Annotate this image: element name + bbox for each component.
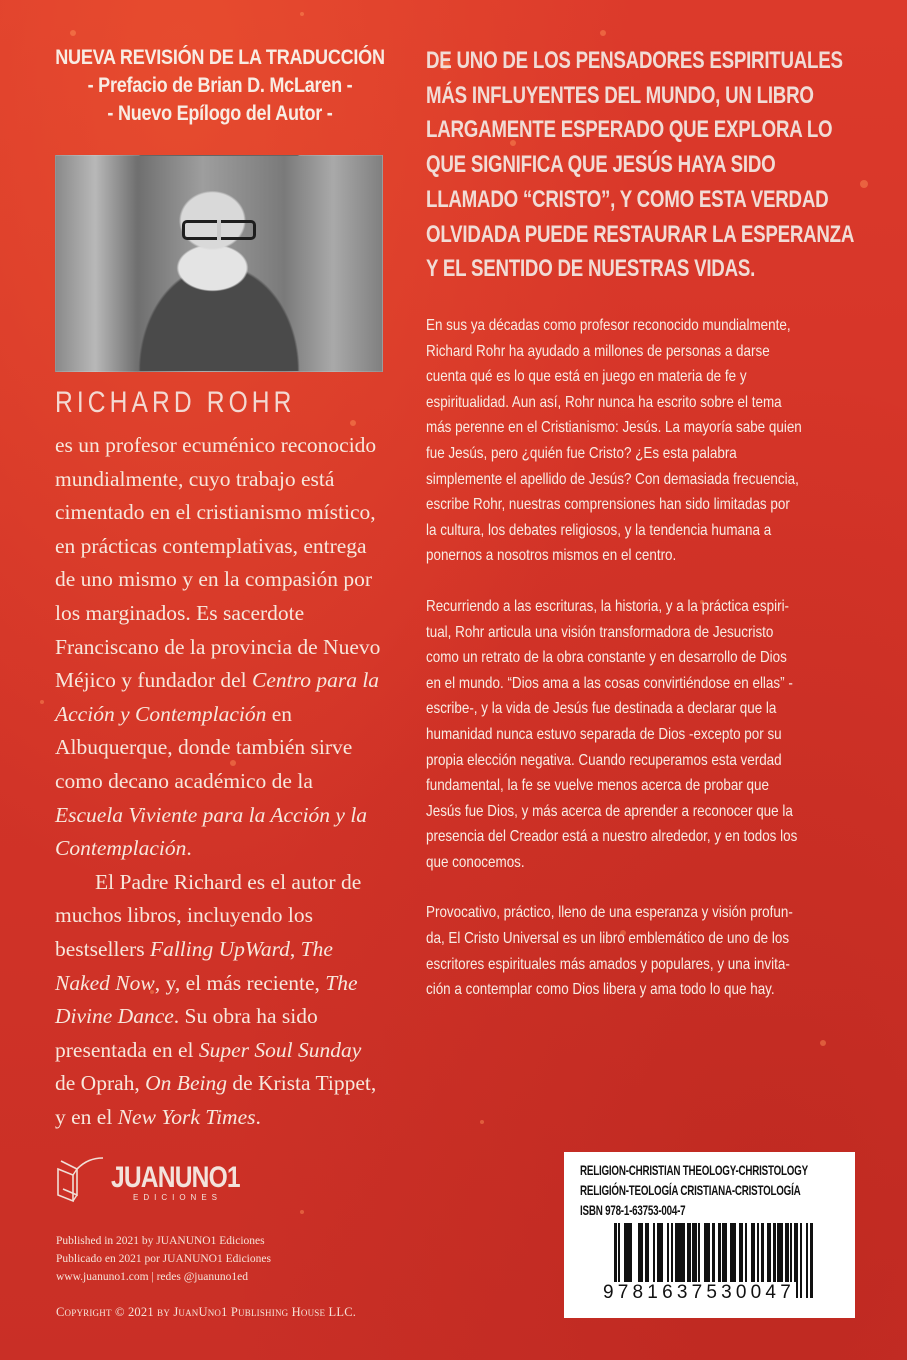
headline-line: DE UNO DE LOS PENSADORES ESPIRITUALES (426, 47, 843, 74)
bio-italic-title: Escuela Viviente para la Acción y la Contemplación (55, 802, 368, 861)
publication-info (56, 1232, 271, 1286)
description-line: Jesús fue Dios, y más acerca de aprender a reconocer que la (426, 802, 793, 820)
bisac-category-es: RELIGIÓN-TEOLOGÍA CRISTIANA-CRISTOLOGÍA (580, 1182, 801, 1198)
description-line: tual, Rohr articula una visión transformadora de Jesucristo (426, 623, 774, 641)
author-bio (55, 429, 385, 1134)
description-line: ción a contemplar como Dios libera y ama todo lo que hay. (426, 981, 775, 999)
published-in-es: Publicado en 2021 por JUANUNO1 Ediciones (56, 1253, 271, 1265)
publisher-logo (55, 1155, 255, 1210)
open-book-icon (55, 1155, 111, 1207)
description-line: escribe Rohr, nuestras comprensiones han sido limitadas por (426, 496, 790, 514)
bio-italic-title: Super Soul Sunday (198, 1037, 362, 1062)
bio-text: . (186, 836, 192, 861)
edition-tagline (55, 44, 385, 128)
glasses-shape (182, 220, 256, 240)
description-line: presencia del Creador está a nuestro alrededor, y en todos los (426, 828, 798, 846)
isbn-text: ISBN 978-1-63753-004-7 (580, 1202, 686, 1218)
bio-italic-title: Centro para la Acción y Contemplación (55, 668, 380, 726)
description-line: más perenne en el Cristianismo: Jesús. La mayoría sabe quien (426, 419, 802, 437)
description-paragraph (426, 313, 856, 569)
bio-paragraph-1 (55, 429, 385, 866)
author-photo (55, 155, 383, 372)
headline-line: LARGAMENTE ESPERADO QUE EXPLORA LO (426, 116, 833, 144)
publisher-logo-name: JUANUNO1 (111, 1161, 240, 1194)
headline-line: MÁS INFLUYENTES DEL MUNDO, UN LIBRO (426, 81, 814, 109)
ember-speck (480, 1120, 484, 1124)
description-line: ponernos a nosotros mismos en el centro. (426, 547, 677, 565)
description-line: fundamental, la fe se vuelve menos acerca de probar que (426, 777, 769, 795)
publisher-logo-subtitle: EDICIONES (133, 1193, 223, 1202)
description-line: Recurriendo a las escrituras, la historia, y a la práctica espiri- (426, 597, 790, 615)
description-paragraph (426, 594, 856, 876)
bio-italic-title: The Divine Dance (55, 970, 358, 1029)
description-line: que conocemos. (426, 853, 525, 871)
bio-text: de Oprah, (55, 1071, 146, 1096)
copyright-notice: Copyright © 2021 by JuanUno1 Publishing House LLC. (56, 1305, 357, 1319)
bisac-category-en: RELIGION-CHRISTIAN THEOLOGY-CHRISTOLOGY (580, 1162, 808, 1178)
ember-speck (820, 1040, 826, 1046)
headline-line: QUE SIGNIFICA QUE JESÚS HAYA SIDO (426, 151, 776, 179)
description-line: escritores espirituales más amados y populares, y una invita- (426, 955, 790, 973)
headline-blurb (426, 44, 866, 287)
headline-line: OLVIDADA PUEDE RESTAURAR LA ESPERANZA (426, 220, 855, 248)
book-description (426, 313, 856, 1028)
isbn-barcode-label (564, 1152, 855, 1318)
ember-speck (300, 12, 304, 16)
bio-italic-title: Falling UpWard (149, 936, 290, 961)
ember-speck (300, 1210, 304, 1214)
tagline-line-3: - Nuevo Epílogo del Autor - (107, 102, 333, 125)
ember-speck (600, 30, 606, 36)
published-in-en: Published in 2021 by JUANUNO1 Ediciones (56, 1235, 265, 1247)
tagline-line-1: NUEVA REVISIÓN DE LA TRADUCCIÓN (55, 46, 385, 69)
bio-text: de Krista Tippet, y en el (55, 1071, 377, 1129)
bio-text: . (255, 1104, 261, 1129)
bio-italic-title: On Being (145, 1071, 227, 1096)
description-line: simplemente el apellido de Jesús? Con demasiada frecuencia, (426, 470, 799, 488)
bio-text: es un profesor ecuménico reconocido mundialmente, cuyo trabajo está cimentado en el cristianismo místico, en prácticas contemplativas, entrega de uno mismo y en la compasión por los marginados. Es sacerdote Franciscano de la provincia de Nuevo Méjico y fundador del (55, 433, 381, 693)
description-line: humanidad nunca estuvo separada de Dios -excepto por su (426, 725, 782, 743)
description-line: la cultura, los debates religiosos, y la tendencia humana a (426, 521, 772, 539)
headline-line: Y EL SENTIDO DE NUESTRAS VIDAS. (426, 255, 756, 283)
headline-line: LLAMADO “CRISTO”, Y COMO ESTA VERDAD (426, 185, 829, 213)
left-column (55, 44, 385, 1129)
description-line: propia elección negativa. Cuando recuperamos esta verdad (426, 751, 782, 769)
tagline-line-2: - Prefacio de Brian D. McLaren - (87, 74, 353, 97)
description-line: da, El Cristo Universal es un libro emblemático de uno de los (426, 930, 790, 948)
description-line: cuenta qué es lo que está en juego en materia de fe y (426, 368, 747, 386)
description-line: fue Jesús, pero ¿quién fue Cristo? ¿Es esta palabra (426, 444, 737, 462)
description-paragraph (426, 900, 856, 1002)
description-line: como un retrato de la obra constante y en desarrollo de Dios (426, 649, 787, 667)
author-name: RICHARD ROHR (55, 386, 296, 419)
bio-text: El Padre Richard es el autor de muchos libros, incluyendo los bestsellers (55, 869, 362, 961)
bio-text: , (289, 936, 301, 961)
bio-italic-title: The Naked Now (55, 936, 333, 995)
publisher-web-social: www.juanuno1.com | redes @juanuno1ed (56, 1271, 248, 1283)
ember-speck (40, 700, 44, 704)
bio-text: , y, el más reciente, (154, 970, 326, 995)
barcode-digits-text: 9781637530047 (603, 1282, 795, 1303)
ember-speck (70, 30, 76, 36)
description-line: escribe-, y la vida de Jesús fue destinada a declarar que la (426, 700, 777, 718)
description-line: en el mundo. “Dios ama a las cosas convirtiéndose en ellas” - (426, 674, 793, 692)
bio-paragraph-2 (55, 866, 385, 1135)
ember-speck (350, 420, 356, 426)
bio-text: en Albuquerque, donde también sirve como decano académico de la (55, 701, 353, 793)
bio-italic-title: New York Times (117, 1104, 256, 1129)
description-line: espiritualidad. Aun así, Rohr nunca ha escrito sobre el tema (426, 393, 782, 411)
description-line: Richard Rohr ha ayudado a millones de personas a darse (426, 342, 770, 360)
barcode-digits (602, 1282, 822, 1304)
bio-text: . Su obra ha sido presentada en el (55, 1004, 318, 1062)
description-line: En sus ya décadas como profesor reconocido mundialmente, (426, 317, 791, 334)
description-line: Provocativo, práctico, lleno de una esperanza y visión profun- (426, 904, 793, 922)
